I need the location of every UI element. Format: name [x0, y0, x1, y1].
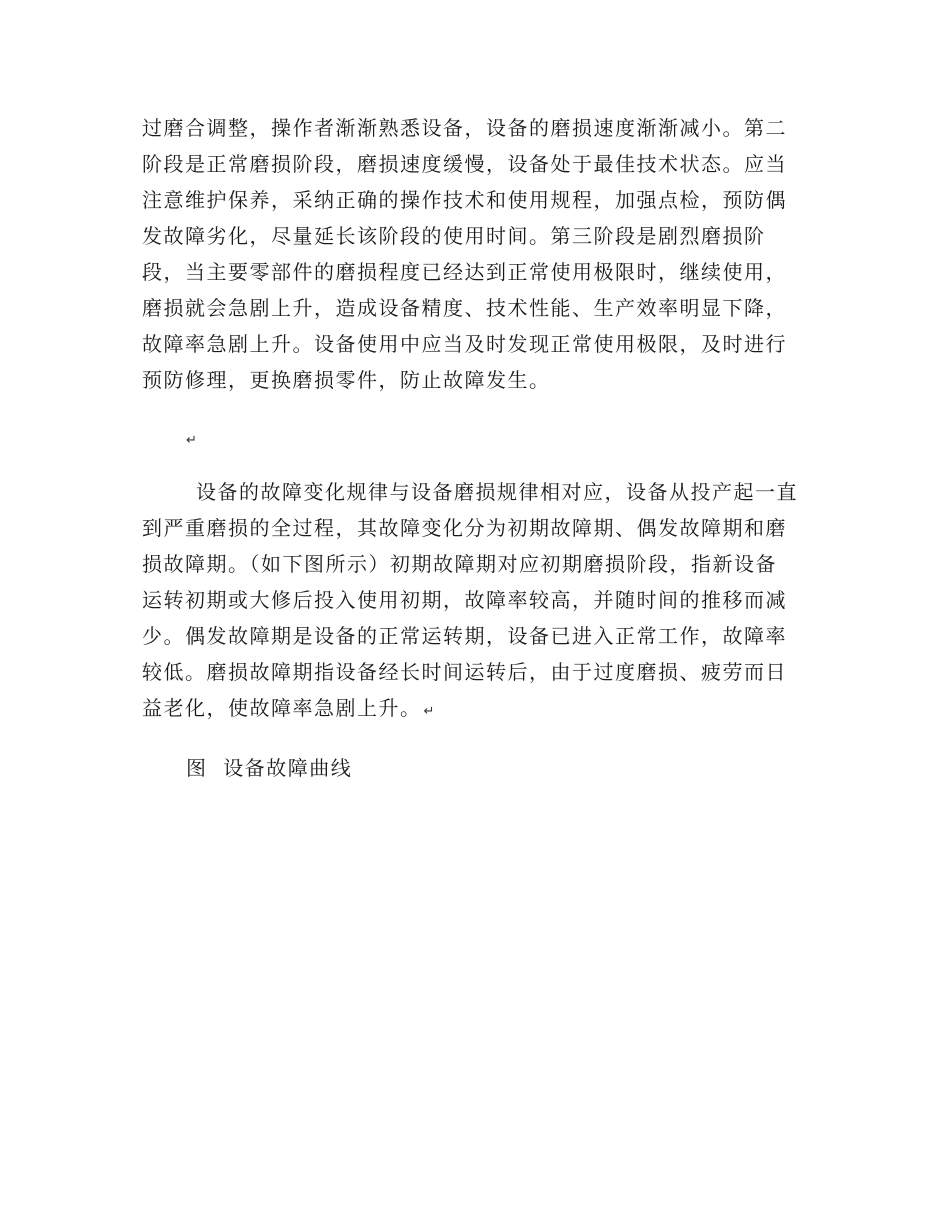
paragraph1-line-6: 磨损就会急剧上升，造成设备精度、技术性能、生产效率明显下降， — [142, 296, 787, 320]
paragraph1-line-1: 过磨合调整，操作者渐渐熟悉设备，设备的磨损速度渐渐减小。第二 — [142, 116, 787, 140]
paragraph2-line-6: 较低。磨损故障期指设备经长时间运转后，由于过度磨损、疲劳而日 — [142, 660, 787, 684]
paragraph1-line-3: 注意维护保养，采纳正确的操作技术和使用规程，加强点检，预防偶 — [142, 188, 787, 212]
paragraph2-line-7-text: 益老化，使故障率急剧上升。 — [142, 696, 422, 720]
figure-caption: 图 设备故障曲线 — [186, 756, 353, 780]
paragraph2-line-2: 到严重磨损的全过程，其故障变化分为初期故障期、偶发故障期和磨 — [142, 516, 787, 540]
paragraph1-line-8: 预防修理，更换磨损零件，防止故障发生。 — [142, 368, 551, 392]
paragraph1-line-7: 故障率急剧上升。设备使用中应当及时发现正常使用极限，及时进行 — [142, 332, 787, 356]
paragraph2-line-1: 设备的故障变化规律与设备磨损规律相对应，设备从投产起一直 — [196, 480, 798, 504]
paragraph2-line-4: 运转初期或大修后投入使用初期，故障率较高，并随时间的推移而减 — [142, 588, 787, 612]
paragraph1-line-4: 发故障劣化，尽量延长该阶段的使用时间。第三阶段是剧烈磨损阶 — [142, 224, 766, 248]
paragraph-mark: ↵ — [186, 433, 197, 448]
paragraph2-line-7 — [142, 696, 434, 724]
paragraph1-line-5: 段，当主要零部件的磨损程度已经达到正常使用极限时，继续使用， — [142, 260, 787, 284]
paragraph-mark-inline: ↵ — [423, 704, 435, 719]
paragraph1-line-2: 阶段是正常磨损阶段，磨损速度缓慢，设备处于最佳技术状态。应当 — [142, 152, 787, 176]
paragraph2-line-5: 少。偶发故障期是设备的正常运转期，设备已进入正常工作，故障率 — [142, 624, 787, 648]
paragraph2-line-3: 损故障期。（如下图所示）初期故障期对应初期磨损阶段，指新设备 — [142, 552, 777, 576]
